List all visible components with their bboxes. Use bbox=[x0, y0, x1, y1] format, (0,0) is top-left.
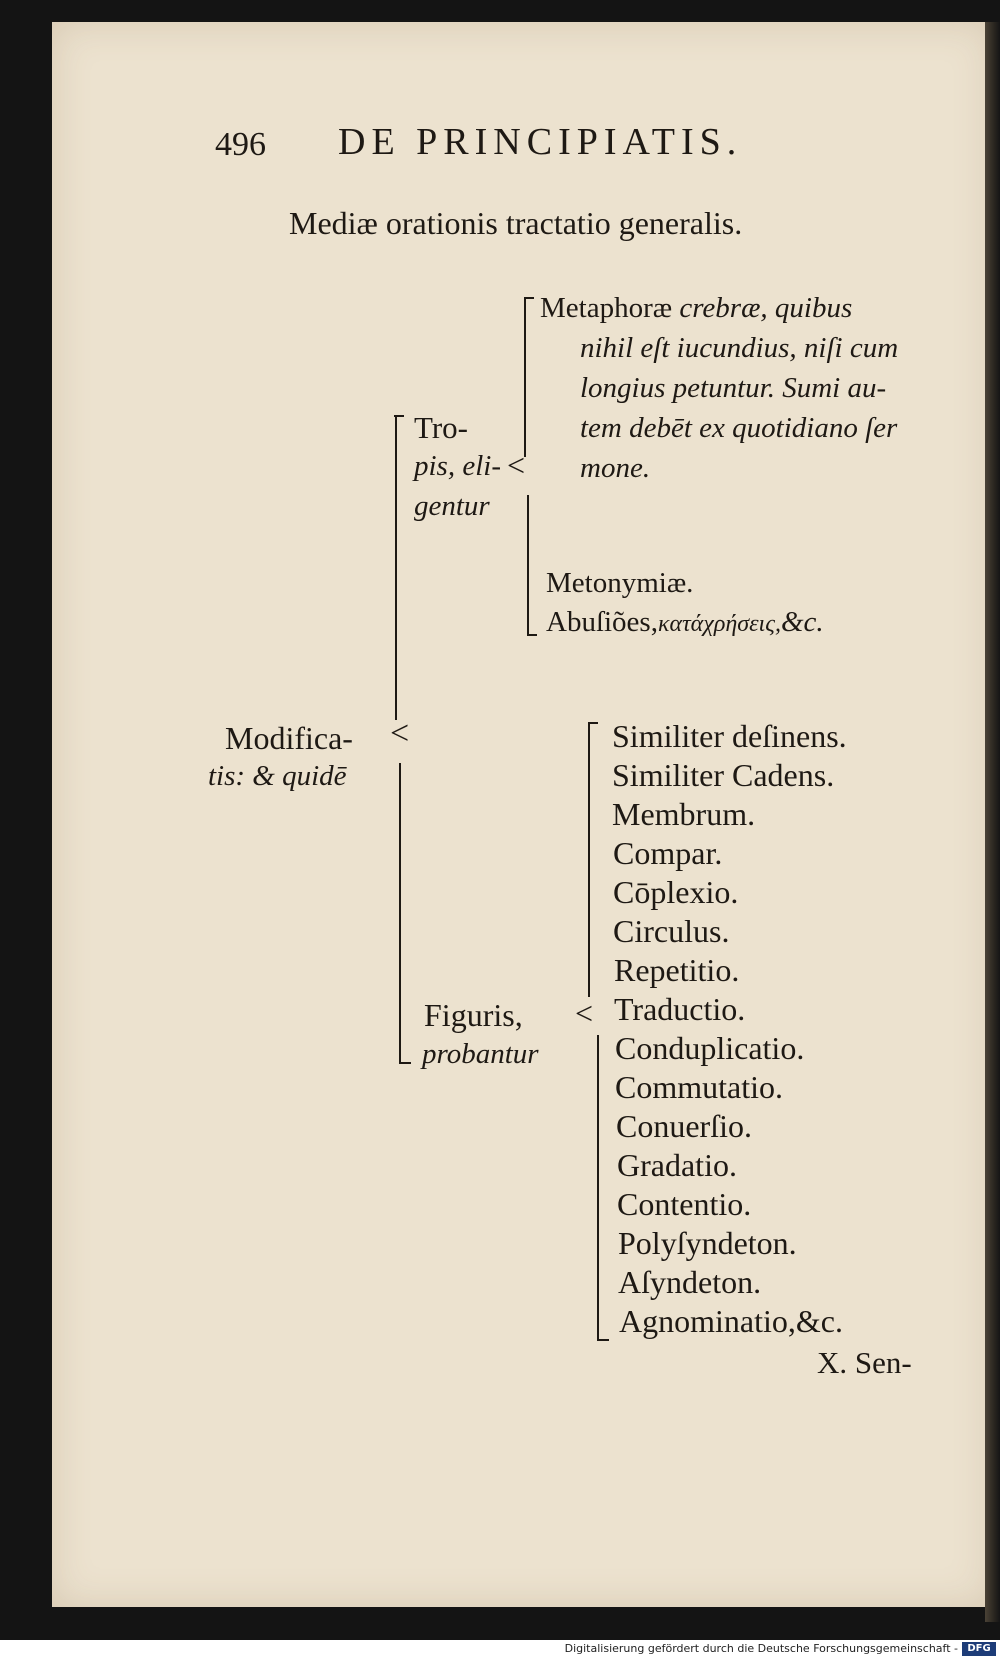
section-subtitle: Mediæ orationis tractatio generalis. bbox=[289, 205, 743, 241]
metaphorae-line4: tem debēt ex quotidiano ſer bbox=[580, 412, 898, 444]
figuris-label-line2: probantur bbox=[422, 1038, 539, 1070]
main-brace-point: < bbox=[390, 715, 410, 752]
main-brace-upper bbox=[395, 415, 397, 720]
figure-item: Aſyndeton. bbox=[618, 1264, 762, 1300]
figure-item: Polyſyndeton. bbox=[618, 1225, 797, 1261]
page-edge bbox=[985, 22, 1000, 1622]
figuris-label-line1: Figuris, bbox=[424, 997, 523, 1033]
tropis-label-line2: pis, eli- bbox=[414, 450, 501, 482]
metaphorae-line2: nihil eſt iucundius, niſi cum bbox=[580, 332, 899, 364]
figure-item: Conuerſio. bbox=[616, 1108, 752, 1144]
abusiones-entry bbox=[546, 606, 824, 639]
main-brace-bottom-hook bbox=[399, 1062, 411, 1064]
abusiones-etc: &c. bbox=[780, 606, 824, 638]
tropis-brace-bottom-hook bbox=[527, 634, 537, 636]
metaphorae-line3: longius petuntur. Sumi au- bbox=[580, 372, 887, 404]
figure-item: Commutatio. bbox=[615, 1069, 783, 1105]
tropis-brace-lower bbox=[527, 495, 529, 635]
abusiones-greek: κατάχρήσεις, bbox=[657, 611, 781, 637]
figure-item: Circulus. bbox=[613, 913, 730, 949]
running-head: DE PRINCIPIATIS. bbox=[338, 121, 743, 163]
catchword: X. Sen- bbox=[817, 1345, 912, 1380]
metaphorae-line5: mone. bbox=[580, 452, 651, 484]
figure-item: Membrum. bbox=[612, 796, 756, 832]
figuris-brace-top-hook bbox=[588, 722, 598, 724]
tropis-brace-upper bbox=[524, 297, 526, 457]
figuris-brace-point: < bbox=[575, 995, 594, 1031]
figure-item: Compar. bbox=[613, 835, 723, 871]
figure-item: Gradatio. bbox=[617, 1147, 737, 1183]
figure-item: Traductio. bbox=[614, 991, 746, 1027]
figure-item: Agnominatio,&c. bbox=[619, 1303, 843, 1339]
page-number: 496 bbox=[215, 126, 266, 163]
tropis-label-line1: Tro- bbox=[414, 410, 468, 445]
tropis-label-line3: gentur bbox=[414, 490, 490, 522]
root-label-line1: Modifica- bbox=[225, 720, 353, 756]
metaphorae-line1 bbox=[540, 292, 852, 325]
abusiones-term: Abuſiões, bbox=[546, 606, 658, 638]
figure-item: Contentio. bbox=[617, 1186, 752, 1222]
root-label-line2: tis: & quidē bbox=[208, 760, 347, 792]
figure-item: Repetitio. bbox=[614, 952, 740, 988]
figure-item: Conduplicatio. bbox=[615, 1030, 805, 1066]
tropis-brace-point: < bbox=[507, 447, 526, 483]
figuris-brace-bottom-hook bbox=[597, 1339, 609, 1341]
main-brace-lower bbox=[399, 763, 401, 1063]
metaphorae-italic: crebræ, quibus bbox=[679, 292, 853, 324]
figure-item: Similiter Cadens. bbox=[612, 757, 835, 793]
metonymiae-entry: Metonymiæ. bbox=[546, 567, 694, 599]
dfg-logo: DFG bbox=[962, 1642, 996, 1656]
tropis-brace-top-hook bbox=[524, 297, 534, 299]
digitization-credit: Digitalisierung gefördert durch die Deutsche Forschungsgemeinschaft - bbox=[564, 1642, 958, 1655]
figuris-brace-lower bbox=[597, 1035, 599, 1340]
metaphorae-term: Metaphoræ bbox=[540, 292, 673, 324]
figure-item: Cōplexio. bbox=[613, 874, 739, 910]
figuris-brace-upper bbox=[588, 722, 590, 997]
figure-item: Similiter deſinens. bbox=[612, 718, 847, 754]
main-brace-top-hook bbox=[394, 415, 404, 417]
